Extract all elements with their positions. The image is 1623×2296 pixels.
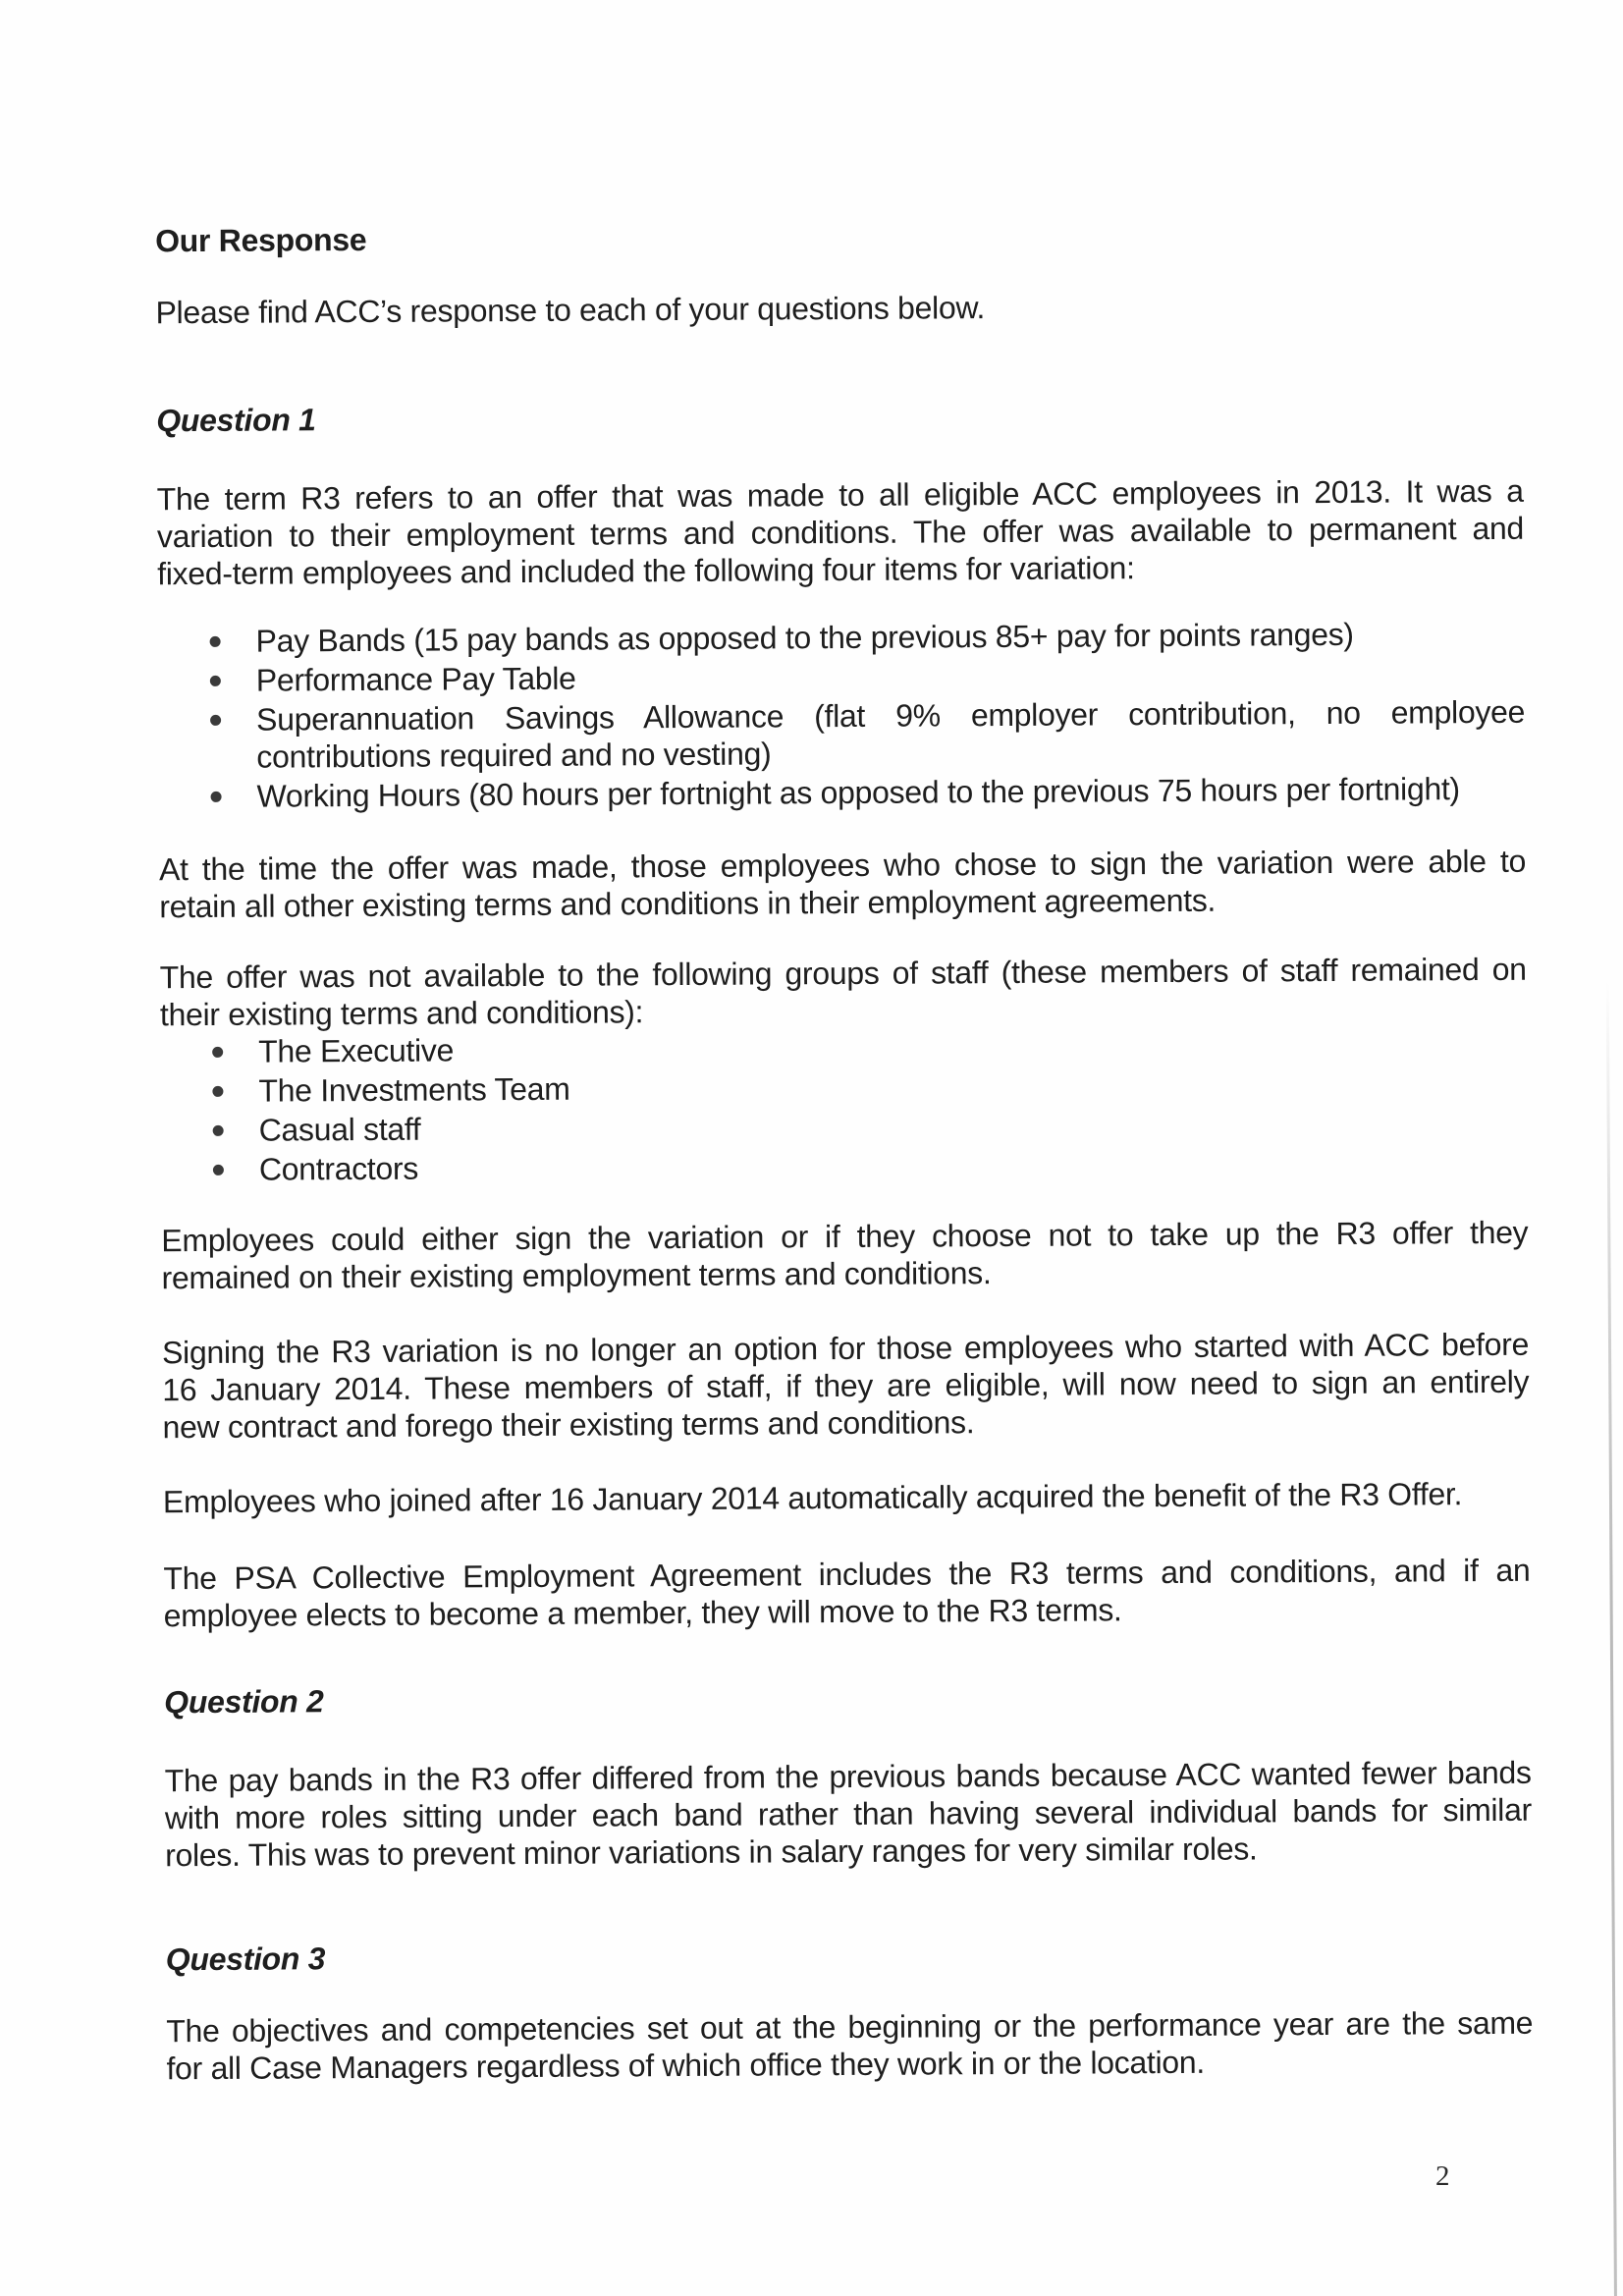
list-item	[158, 615, 1525, 661]
scan-artifact-line	[1606, 979, 1619, 2296]
list-item	[160, 1065, 1527, 1111]
bullet-text: The Investments Team	[258, 1070, 570, 1109]
q1-paragraph-7: The PSA Collective Employment Agreement includes the R3 terms and conditions, and if an employee elects to become a member, they will move to the R3 terms.	[163, 1552, 1531, 1634]
bullet-icon	[213, 1125, 224, 1136]
bullet-text: Performance Pay Table	[255, 660, 576, 698]
q2-paragraph-1: The pay bands in the R3 offer differed from the previous bands because ACC wanted fewer bands with more roles sitting under each band rather than having several individual bands for similar roles. This was to prevent minor variations in salary ranges for very similar roles.	[164, 1754, 1533, 1874]
bullet-icon	[210, 676, 221, 686]
q1-paragraph-5: Signing the R3 variation is no longer an option for those employees who started with ACC before 16 January 2014. These members of staff, if they are eligible, will now need to sign an entirely new contract and forego their existing terms and conditions.	[161, 1326, 1530, 1446]
bullet-icon	[210, 715, 221, 726]
question-1-heading: Question 1	[156, 402, 316, 439]
q1-bullet-list-excluded-staff	[160, 1025, 1528, 1189]
page-content	[155, 214, 1534, 2087]
bullet-text: The Executive	[258, 1032, 455, 1069]
q1-bullet-list-variation-items	[158, 615, 1526, 815]
list-item	[160, 1025, 1527, 1071]
bullet-icon	[211, 792, 222, 802]
question-3-heading: Question 3	[165, 1941, 326, 1978]
bullet-icon	[213, 1165, 224, 1175]
list-item	[158, 770, 1525, 816]
bullet-icon	[212, 1086, 223, 1097]
page-number: 2	[1435, 2160, 1450, 2192]
list-item	[161, 1104, 1528, 1150]
intro-paragraph: Please find ACC’s response to each of your questions below.	[155, 290, 986, 331]
list-item	[158, 654, 1525, 700]
bullet-text: Contractors	[258, 1150, 419, 1187]
bullet-text: Pay Bands (15 pay bands as opposed to the previous 85+ pay for points ranges)	[255, 616, 1354, 659]
q1-paragraph-4: Employees could either sign the variation or if they choose not to take up the R3 offer they remained on their existing employment terms and conditions.	[161, 1214, 1529, 1296]
bullet-icon	[212, 1047, 223, 1058]
question-2-heading: Question 2	[164, 1683, 324, 1721]
bullet-icon	[210, 636, 221, 647]
list-item	[161, 1143, 1528, 1189]
q1-paragraph-3: The offer was not available to the following groups of staff (these members of staff remained on their existing terms and conditions):	[159, 951, 1527, 1033]
q3-paragraph-1: The objectives and competencies set out at the beginning or the performance year are the same for all Case Managers regardless of which office they work in or the location.	[166, 2004, 1534, 2087]
q1-paragraph-2: At the time the offer was made, those employees who chose to sign the variation were able to retain all other existing terms and conditions in their employment agreements.	[158, 843, 1527, 925]
bullet-text: Working Hours (80 hours per fortnight as opposed to the previous 75 hours per fortnight)	[256, 771, 1460, 814]
bullet-text: Superannuation Savings Allowance (flat 9% employer contribution, no employee contributions required and no vesting)	[255, 693, 1526, 775]
q1-paragraph-1: The term R3 refers to an offer that was made to all eligible ACC employees in 2013. It was a variation to their employment terms and conditions. The offer was available to permanent and fixed-term employees and included the following four items for variation:	[156, 472, 1525, 592]
response-title: Our Response	[155, 221, 367, 259]
q1-paragraph-6: Employees who joined after 16 January 2014 automatically acquired the benefit of the R3 Offer.	[162, 1476, 1463, 1520]
list-item	[158, 693, 1525, 777]
bullet-text: Casual staff	[258, 1111, 421, 1148]
